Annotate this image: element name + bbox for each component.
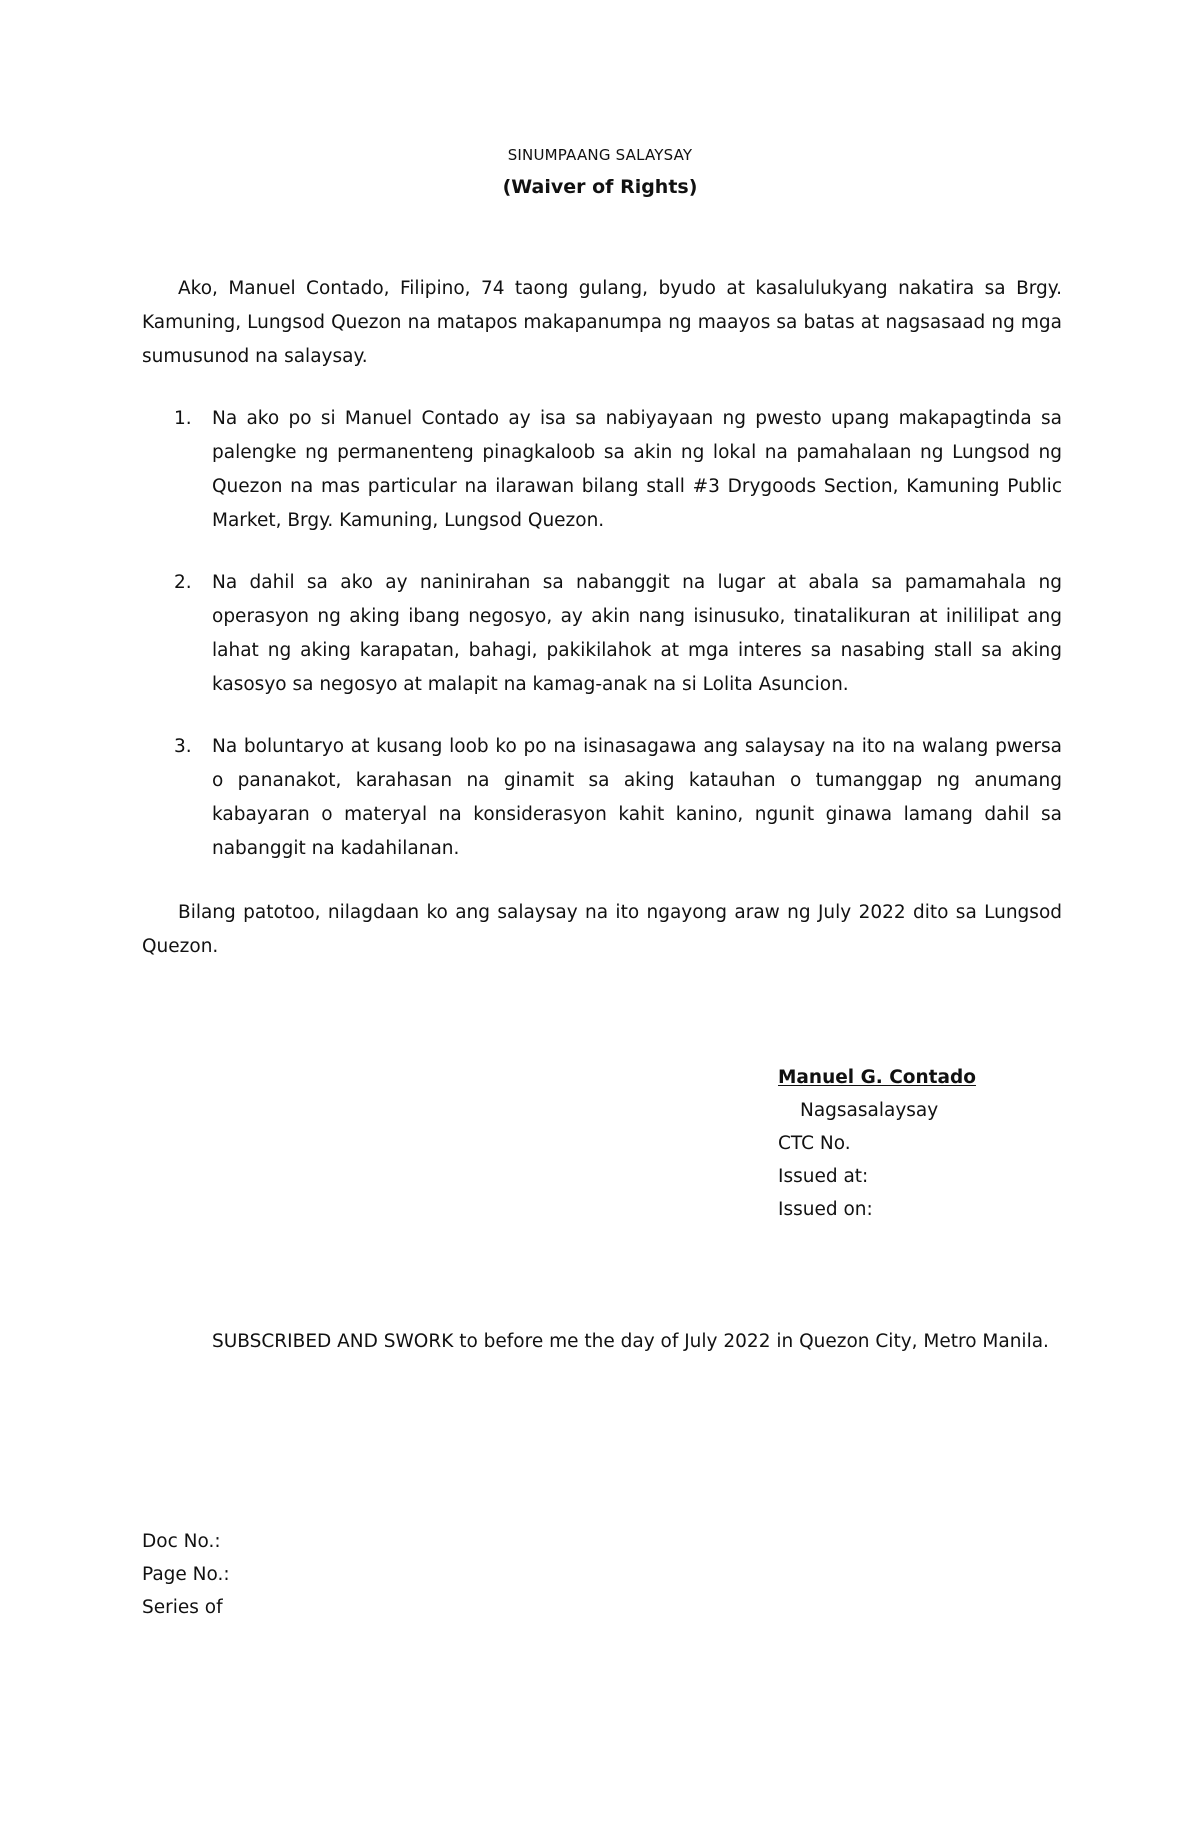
ctc-number-field: CTC No. [778,1133,851,1154]
item-text: Na boluntaryo at kusang loob ko po na isinasagawa ang salaysay na ito na walang pwersa o pananakot, karahasan na ginamit sa aking katauhan o tumanggap ng anumang kabayaran o materyal na konsiderasyon kahit kanino, ngunit ginawa lamang dahil sa nabanggit na kadahilanan. [212,736,1062,859]
document-title: SINUMPAANG SALAYSAY [507,146,693,164]
intro-paragraph: Ako, Manuel Contado, Filipino, 74 taong gulang, byudo at kasalulukyang nakatira sa Brgy. Kamuning, Lungsod Quezon na matapos makapanumpa ng maayos sa batas at nagsasaad ng mga sumusunod na salaysay. [142,278,1062,367]
notarial-register [142,1525,230,1624]
numbered-item-1 [174,402,1062,538]
signature-block [778,1061,1078,1226]
page-number-field: Page No.: [142,1564,230,1585]
numbered-item-2 [174,566,1062,702]
document-subtitle: (Waiver of Rights) [502,176,698,198]
signatory-role: Nagsasalaysay [800,1100,939,1121]
item-text: Na dahil sa ako ay naninirahan sa nabanggit na lugar at abala sa pamamahala ng operasyon ng aking ibang negosyo, ay akin nang isinusuko, tinatalikuran at inililipat ang lahat ng aking karapatan, bahagi, pakikilahok at mga interes sa nasabing stall sa aking kasosyo sa negosyo at malapit na kamag-anak na si Lolita Asuncion. [212,572,1062,695]
issued-on-field: Issued on: [778,1199,873,1220]
series-field: Series of [142,1597,223,1618]
item-text: Na ako po si Manuel Contado ay isa sa nabiyayaan ng pwesto upang makapagtinda sa palengke ng permanenteng pinagkaloob sa akin ng lokal na pamahalaan ng Lungsod ng Quezon na mas particular na ilarawan bilang stall #3 Drygoods Section, Kamuning Public Market, Brgy. Kamuning, Lungsod Quezon. [212,408,1062,531]
jurat-paragraph: SUBSCRIBED AND SWORK to before me the day of July 2022 in Quezon City, Metro Manila. [212,1331,1049,1352]
numbered-item-3 [174,730,1062,866]
signatory-name: Manuel G. Contado [778,1067,976,1088]
item-number: 1. [174,408,192,429]
doc-number-field: Doc No.: [142,1531,221,1552]
item-number: 2. [174,572,192,593]
item-number: 3. [174,736,192,757]
issued-at-field: Issued at: [778,1166,869,1187]
attestation-paragraph: Bilang patotoo, nilagdaan ko ang salaysay na ito ngayong araw ng July 2022 dito sa Lungsod Quezon. [142,902,1062,957]
